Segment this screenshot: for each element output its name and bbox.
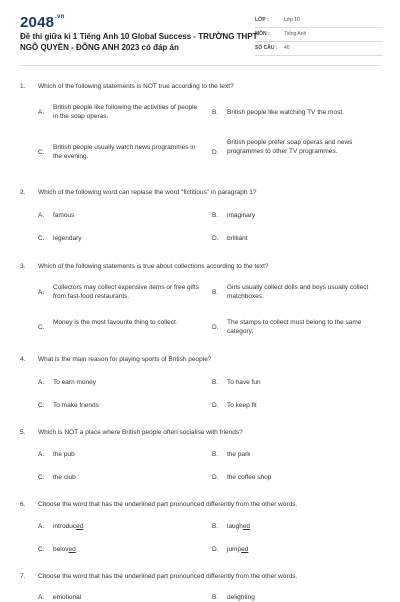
option-letter: D. (212, 149, 219, 156)
question-number: 6. (20, 501, 26, 508)
meta-label: LỚP : (255, 17, 269, 23)
option-text: the coffee shop (227, 474, 272, 481)
option-text: emotional (53, 594, 82, 601)
question-text: Which is NOT a place where British people often socialise with friends? (38, 429, 243, 436)
option-letter: D. (212, 324, 219, 331)
underlined-part: ed (76, 523, 84, 530)
meta-label: MÔN : (255, 31, 270, 37)
meta-label: SỐ CÂU : (255, 45, 278, 51)
underlined-part: ed (68, 546, 76, 553)
option-letter: A. (38, 451, 45, 458)
option-letter: B. (212, 523, 219, 530)
option-text: the club (53, 474, 76, 481)
meta-count-row (255, 42, 383, 56)
question-text: Choose the word that has the underlined part pronounced differently from the other words. (38, 501, 298, 508)
option-letter: B. (212, 289, 219, 296)
word-stem: belov (53, 546, 69, 553)
question-number: 7. (20, 573, 26, 580)
option-text: To have fun (227, 379, 261, 386)
option-text: famous (53, 212, 75, 219)
option-letter: A. (38, 523, 45, 530)
option-letter: B. (212, 379, 219, 386)
option-letter: C. (38, 149, 45, 156)
word-stem: jump (227, 546, 242, 553)
meta-value: Tiếng Anh (284, 31, 307, 37)
option-text: the pub (53, 451, 75, 458)
option-text: Collectors may collect expensive items or free gifts from fast-food restaurants. (53, 284, 199, 300)
meta-value: Lớp 10 (284, 17, 300, 23)
question-text: Which of the following word can replase the word "fictitious" in paragraph 1? (38, 189, 257, 196)
option-letter: D. (212, 546, 219, 553)
option-letter: C. (38, 402, 45, 409)
header-divider (20, 65, 380, 66)
option-letter: A. (38, 289, 45, 296)
option-letter: B. (212, 212, 219, 219)
option-letter: D. (212, 402, 219, 409)
option-text: delighting (227, 594, 255, 601)
question-text: Choose the word that has the underlined part pronounced differently from the other words. (38, 573, 298, 580)
meta-class-row (255, 14, 383, 28)
option-letter: C. (38, 235, 45, 242)
question-number: 2. (20, 189, 26, 196)
option-text: brilliant (227, 235, 248, 242)
option-text (53, 522, 203, 531)
page-title: Đề thi giữa kì 1 Tiếng Anh 10 Global Success - TRƯỜNG THPT NGÔ QUYỀN - ĐÔNG ANH 2023 có đáp án (20, 32, 258, 52)
option-letter: A. (38, 109, 45, 116)
option-text: British people prefer soap operas and news programmes to other TV programmes. (227, 139, 353, 155)
meta-subject-row (255, 28, 383, 42)
underlined-part: ed (241, 546, 249, 553)
option-text: Money is the most favourite thing to collect. (53, 319, 178, 326)
question-number: 1. (20, 83, 26, 90)
option-letter: C. (38, 546, 45, 553)
option-text (53, 545, 203, 554)
option-letter: C. (38, 324, 45, 331)
option-letter: A. (38, 594, 45, 601)
question-text: Which of the following statements is NOT true according to the text? (38, 83, 234, 90)
option-letter: A. (38, 379, 45, 386)
option-text: the park (227, 451, 251, 458)
option-1a[interactable] (38, 103, 208, 125)
option-text: British people like following the activities of people in the soap operas. (53, 104, 198, 120)
option-text: imaginary (227, 212, 256, 219)
option-letter: D. (212, 235, 219, 242)
underlined-part: ed (242, 523, 251, 530)
question-number: 5. (20, 429, 26, 436)
logo-text: 2048 (20, 14, 55, 31)
option-text: British people usually watch news programmes in the evening. (53, 144, 196, 160)
question-text: Which of the following statements is true about collections according to the text? (38, 263, 269, 270)
page-header (0, 0, 400, 64)
logo-suffix: .vn (55, 14, 65, 20)
option-letter: D. (212, 474, 219, 481)
option-letter: A. (38, 212, 45, 219)
question-number: 4. (20, 356, 26, 363)
word-stem: laugh (227, 523, 243, 530)
option-text: legendary (53, 235, 82, 242)
meta-value: 40 (284, 45, 290, 51)
option-letter: B. (212, 451, 219, 458)
option-letter: B. (212, 594, 219, 601)
option-text: British people like watching TV the most. (227, 109, 344, 116)
option-text: Girls usually collect dolls and boys usually collect matchboxes. (227, 284, 369, 300)
option-letter: B. (212, 109, 219, 116)
option-text: To make friends (53, 402, 99, 409)
option-text: To earn money (53, 379, 96, 386)
option-letter: C. (38, 474, 45, 481)
option-text (227, 545, 377, 554)
word-stem: introduc (53, 523, 77, 530)
option-text: The stamps to collect must belong to the same category. (227, 319, 362, 335)
option-text (227, 522, 377, 531)
site-logo[interactable] (20, 14, 64, 31)
option-text: To keep fit (227, 402, 257, 409)
question-text: What is the main reason for playing sports of British people? (38, 356, 212, 363)
question-number: 3. (20, 263, 26, 270)
